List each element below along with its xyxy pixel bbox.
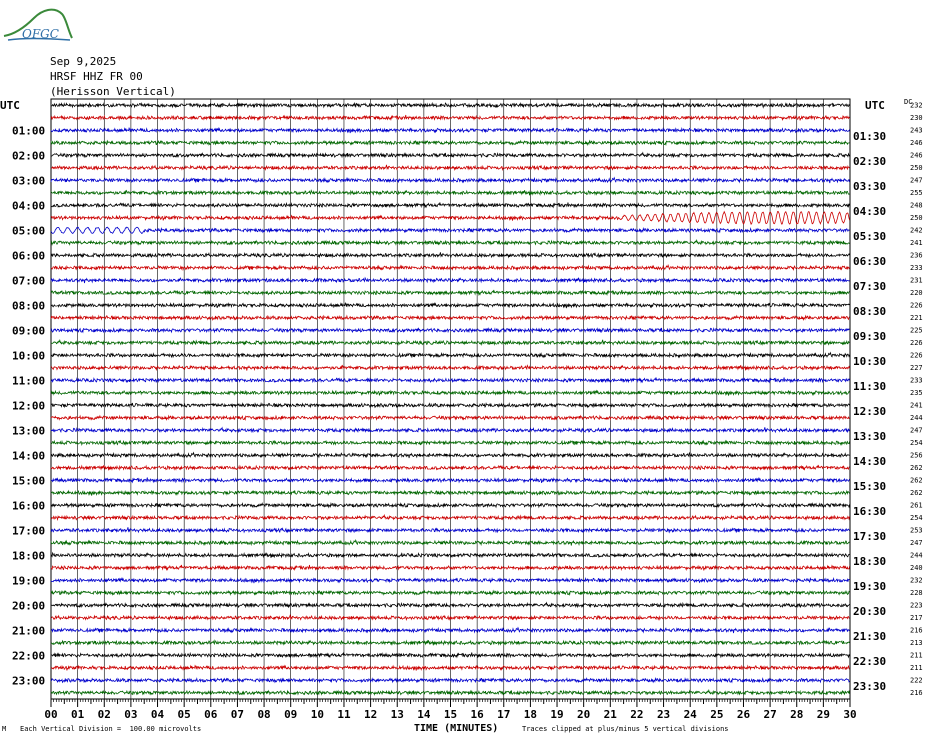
x-tick-label: 25	[710, 708, 724, 721]
dc-offset-label: 217	[910, 613, 923, 622]
dc-offset-label: 211	[910, 663, 923, 672]
dc-offset-label: 243	[910, 126, 923, 135]
x-tick-label: 23	[656, 708, 671, 721]
dc-offset-label: 250	[910, 213, 923, 222]
dc-offset-label: 220	[910, 288, 923, 297]
x-tick-label: 11	[337, 708, 351, 721]
right-hour-label: 09:30	[853, 329, 887, 343]
right-hour-label: 13:30	[853, 429, 887, 443]
left-hour-label: 23:00	[12, 674, 46, 688]
right-hour-label: 14:30	[853, 454, 887, 468]
dc-offset-label: 242	[910, 226, 923, 235]
x-tick-label: 29	[816, 708, 830, 721]
left-hour-label: 07:00	[12, 274, 46, 288]
left-hour-label: 12:00	[12, 399, 46, 413]
x-tick-label: 10	[310, 708, 324, 721]
right-hour-label: 06:30	[853, 254, 887, 268]
right-hour-label: 17:30	[853, 529, 887, 543]
dc-offset-label: 240	[910, 563, 923, 572]
right-hour-label: 10:30	[853, 354, 887, 368]
clip-note: Traces clipped at plus/minus 5 vertical divisions	[522, 725, 729, 733]
dc-offset-label: 241	[910, 238, 923, 247]
right-hour-label: 23:30	[853, 679, 887, 693]
date-label: Sep 9,2025	[50, 55, 117, 68]
dc-offset-label: 221	[910, 313, 923, 322]
x-tick-label: 16	[470, 708, 484, 721]
dc-offset-label: 254	[910, 513, 923, 522]
x-tick-label: 02	[97, 708, 111, 721]
dc-offset-label: 236	[910, 251, 923, 260]
x-tick-label: 24	[683, 708, 697, 721]
dc-offset-label: 255	[910, 188, 923, 197]
x-tick-label: 30	[843, 708, 857, 721]
dc-offset-label: 246	[910, 138, 923, 147]
right-hour-label: 11:30	[853, 379, 887, 393]
x-tick-label: 22	[630, 708, 644, 721]
dc-offset-label: 228	[910, 588, 923, 597]
x-tick-label: 26	[736, 708, 751, 721]
left-hour-label: 05:00	[12, 224, 46, 238]
dc-offset-label: 222	[910, 676, 923, 685]
x-tick-label: 04	[150, 708, 165, 721]
dc-offset-label: 226	[910, 351, 923, 360]
x-tick-label: 12	[363, 708, 378, 721]
left-hour-label: 18:00	[12, 549, 46, 563]
right-hour-label: 04:30	[853, 204, 887, 218]
right-hour-label: 12:30	[853, 404, 887, 418]
left-hour-label: 06:00	[12, 249, 46, 263]
left-hour-label: 17:00	[12, 524, 46, 538]
right-hour-label: 08:30	[853, 304, 887, 318]
dc-offset-label: 247	[910, 176, 923, 185]
right-hour-label: 20:30	[853, 604, 887, 618]
right-hour-label: 21:30	[853, 629, 887, 643]
right-hour-label: 18:30	[853, 554, 887, 568]
x-tick-label: 19	[550, 708, 564, 721]
right-hour-label: 02:30	[853, 154, 887, 168]
dc-offset-label: 261	[910, 501, 923, 510]
dc-offset-label: 254	[910, 438, 923, 447]
station-label: HRSF HHZ FR 00	[50, 70, 143, 83]
left-hour-label: 01:00	[12, 124, 46, 138]
x-tick-label: 17	[497, 708, 511, 721]
dc-offset-label: 233	[910, 263, 923, 272]
dc-offset-label: 213	[910, 638, 923, 647]
right-hour-label: 01:30	[853, 129, 887, 143]
left-hour-label: 10:00	[12, 349, 46, 363]
dc-offset-label: 253	[910, 526, 923, 535]
dc-offset-label: 244	[910, 413, 923, 422]
right-hour-label: 19:30	[853, 579, 887, 593]
dc-offset-label: 232	[910, 576, 923, 585]
left-hour-label: 02:00	[12, 149, 46, 163]
dc-offset-label: 244	[910, 551, 923, 560]
right-hour-label: 22:30	[853, 654, 887, 668]
x-tick-label: 01	[71, 708, 85, 721]
dc-offset-label: 250	[910, 163, 923, 172]
dc-offset-label: 211	[910, 651, 923, 660]
x-tick-label: 09	[284, 708, 298, 721]
dc-offset-label: 227	[910, 363, 923, 372]
dc-offset-label: 246	[910, 151, 923, 160]
right-hour-label: 07:30	[853, 279, 887, 293]
left-hour-label: 08:00	[12, 299, 46, 313]
site-label: (Herisson Vertical)	[50, 85, 176, 98]
dc-offset-label: 226	[910, 338, 923, 347]
left-hour-label: 15:00	[12, 474, 46, 488]
x-tick-label: 00	[44, 708, 58, 721]
x-tick-label: 20	[577, 708, 591, 721]
dc-offset-label: 230	[910, 113, 923, 122]
right-hour-label: 16:30	[853, 504, 887, 518]
x-tick-label: 21	[603, 708, 617, 721]
dc-header: DC	[904, 98, 913, 106]
dc-offset-label: 225	[910, 326, 923, 335]
dc-offset-label: 262	[910, 476, 923, 485]
x-tick-label: 15	[443, 708, 458, 721]
left-hour-label: 04:00	[12, 199, 46, 213]
dc-offset-label: 248	[910, 201, 923, 210]
dc-offset-label: 256	[910, 451, 923, 460]
dc-offset-label: 247	[910, 538, 923, 547]
utc-left-label: UTC	[0, 99, 20, 112]
x-axis-label: TIME (MINUTES)	[414, 723, 499, 734]
dc-offset-label: 233	[910, 376, 923, 385]
left-hour-label: 03:00	[12, 174, 46, 188]
dc-offset-label: 241	[910, 401, 923, 410]
x-tick-label: 27	[763, 708, 777, 721]
right-hour-label: 05:30	[853, 229, 887, 243]
x-tick-label: 13	[390, 708, 404, 721]
left-hour-label: 14:00	[12, 449, 46, 463]
x-tick-label: 14	[417, 708, 431, 721]
x-tick-label: 05	[177, 708, 191, 721]
left-hour-label: 21:00	[12, 624, 46, 638]
dc-offset-label: 216	[910, 626, 923, 635]
scale-note: Each Vertical Division = 100.00 microvolts	[20, 725, 202, 733]
utc-right-label: UTC	[865, 99, 885, 112]
corner-mark: M	[2, 725, 7, 733]
x-tick-label: 06	[204, 708, 218, 721]
dc-offset-label: 232	[910, 101, 923, 110]
dc-offset-label: 226	[910, 301, 923, 310]
left-hour-label: 19:00	[12, 574, 46, 588]
dc-offset-label: 231	[910, 276, 923, 285]
ofgc-logo	[2, 4, 74, 48]
left-hour-label: 13:00	[12, 424, 46, 438]
left-hour-label: 16:00	[12, 499, 46, 513]
x-tick-label: 08	[257, 708, 271, 721]
dc-offset-label: 262	[910, 463, 923, 472]
dc-offset-label: 235	[910, 388, 923, 397]
left-hour-label: 11:00	[12, 374, 46, 388]
x-tick-label: 03	[124, 708, 138, 721]
dc-offset-label: 216	[910, 688, 923, 697]
x-tick-label: 07	[230, 708, 245, 721]
x-tick-label: 28	[790, 708, 804, 721]
x-tick-label: 18	[523, 708, 538, 721]
dc-offset-label: 223	[910, 601, 923, 610]
dc-offset-label: 247	[910, 426, 923, 435]
left-hour-label: 22:00	[12, 649, 46, 663]
left-hour-label: 20:00	[12, 599, 46, 613]
logo-text: OFGC	[22, 27, 59, 41]
dc-offset-label: 262	[910, 488, 923, 497]
left-hour-label: 09:00	[12, 324, 46, 338]
right-hour-label: 03:30	[853, 179, 887, 193]
right-hour-label: 15:30	[853, 479, 887, 493]
